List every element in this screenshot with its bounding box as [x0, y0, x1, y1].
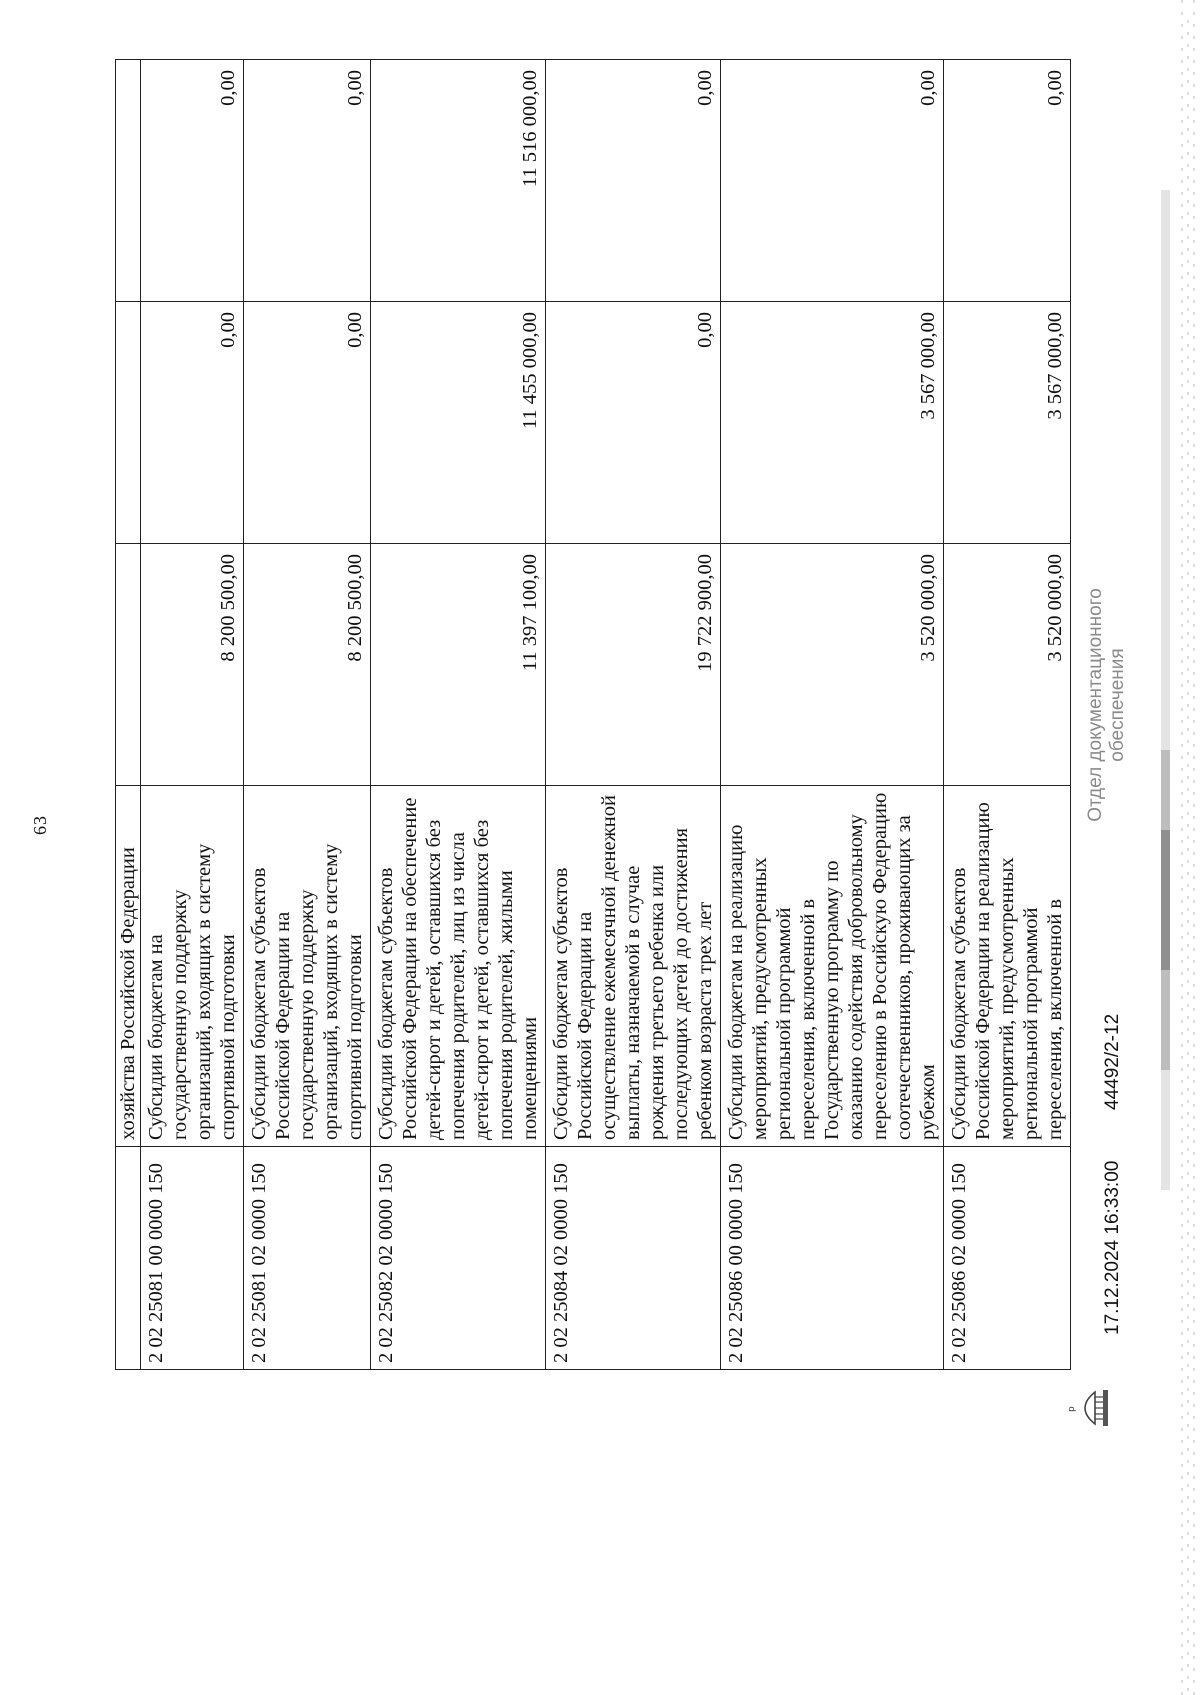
value-cell: 3 567 000,00	[721, 302, 944, 544]
value-cell: 0,00	[546, 302, 721, 544]
code-cell: 2 02 25084 02 0000 150	[546, 1147, 721, 1370]
table-row	[371, 60, 546, 1370]
value-cell: 0,00	[244, 302, 371, 544]
table-row	[116, 60, 141, 1370]
code-cell: 2 02 25086 02 0000 150	[944, 1147, 1071, 1370]
table-row	[944, 60, 1071, 1370]
value-cell: 3 520 000,00	[721, 544, 944, 786]
table-row	[141, 60, 244, 1370]
value-cell: 0,00	[141, 302, 244, 544]
emblem-icon	[1065, 1386, 1111, 1430]
name-cell: Субсидии бюджетам на реализацию мероприятий, предусмотренных региональной программой переселения, включенной в Государственную программу по оказанию содействия добровольному переселению в Российскую Федерацию соотечественников, проживающих за рубежом	[721, 786, 944, 1147]
table-row	[244, 60, 371, 1370]
department-line-2: обеспечения	[1107, 648, 1128, 762]
department-line-1: Отдел документационного	[1085, 588, 1106, 822]
value-cell	[116, 302, 141, 544]
value-cell: 0,00	[721, 60, 944, 302]
print-timestamp: 17.12.2024 16:33:00	[1102, 1160, 1123, 1335]
value-cell: 19 722 900,00	[546, 544, 721, 786]
name-cell: Субсидии бюджетам субъектов Российской Федерации на обеспечение детей-сирот и детей, оставшихся без попечения родителей, лиц из числа детей-сирот и детей, оставшихся без попечения родителей, жилыми помещениями	[371, 786, 546, 1147]
value-cell: 0,00	[944, 60, 1071, 302]
scan-bar-artifact	[1161, 190, 1170, 1190]
code-cell: 2 02 25081 02 0000 150	[244, 1147, 371, 1370]
table-row	[546, 60, 721, 1370]
value-cell: 0,00	[546, 60, 721, 302]
value-cell: 3 567 000,00	[944, 302, 1071, 544]
name-cell: Субсидии бюджетам субъектов Российской Федерации на осуществление ежемесячной денежной выплаты, назначаемой в случае рождения третьего ребенка или последующих детей до достижения ребенком возраста трех лет	[546, 786, 721, 1147]
scan-edge-artifact	[1178, 0, 1200, 1695]
value-cell: 8 200 500,00	[244, 544, 371, 786]
name-cell: хозяйства Российской Федерации	[116, 786, 141, 1147]
department-stamp	[1085, 575, 1129, 835]
value-cell: 11 455 000,00	[371, 302, 546, 544]
value-cell: 11 397 100,00	[371, 544, 546, 786]
svg-text:р: р	[1067, 1406, 1077, 1412]
code-cell: 2 02 25082 02 0000 150	[371, 1147, 546, 1370]
table-row	[721, 60, 944, 1370]
page-number: 63	[30, 815, 50, 835]
value-cell	[116, 544, 141, 786]
name-cell: Субсидии бюджетам субъектов Российской Федерации на государственную поддержку организаций, входящих в систему спортивной подготовки	[244, 786, 371, 1147]
value-cell: 0,00	[141, 60, 244, 302]
code-cell	[116, 1147, 141, 1370]
budget-table	[115, 59, 1071, 1370]
value-cell	[116, 60, 141, 302]
code-cell: 2 02 25081 00 0000 150	[141, 1147, 244, 1370]
value-cell: 0,00	[244, 60, 371, 302]
value-cell: 8 200 500,00	[141, 544, 244, 786]
code-cell: 2 02 25086 00 0000 150	[721, 1147, 944, 1370]
document-id: 44492/2-12	[1102, 1013, 1123, 1110]
value-cell: 11 516 000,00	[371, 60, 546, 302]
name-cell: Субсидии бюджетам субъектов Российской Федерации на реализацию мероприятий, предусмотренных региональной программой переселения, включенной в	[944, 786, 1071, 1147]
name-cell: Субсидии бюджетам на государственную поддержку организаций, входящих в систему спортивной подготовки	[141, 786, 244, 1147]
value-cell: 3 520 000,00	[944, 544, 1071, 786]
